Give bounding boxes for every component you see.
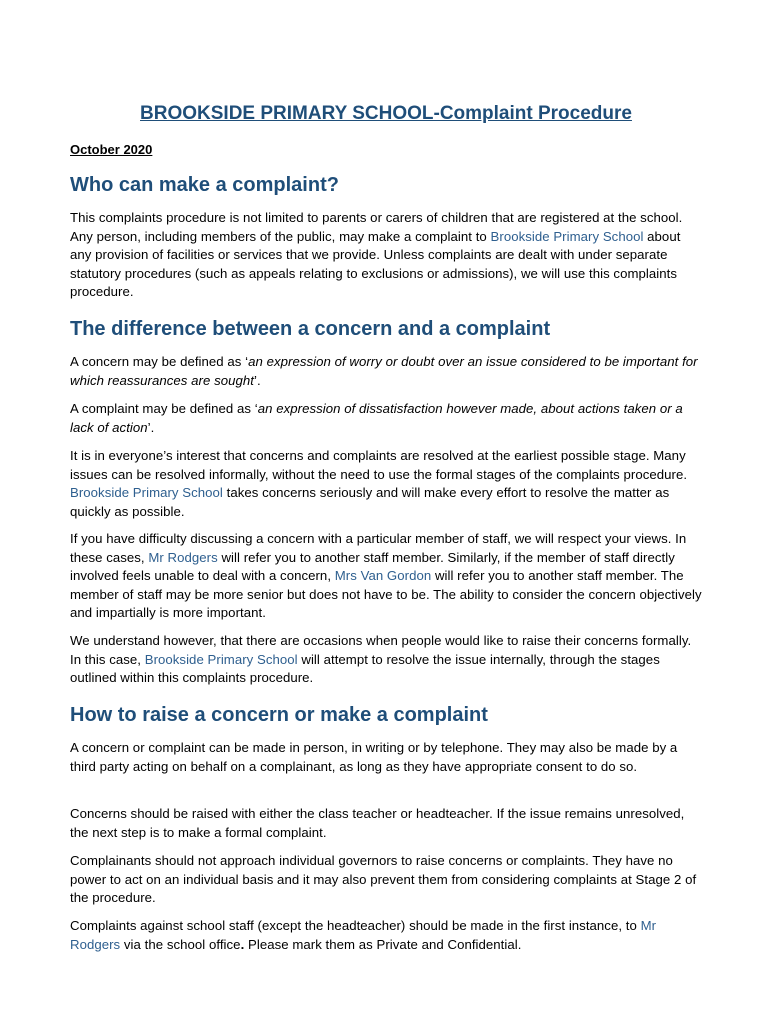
paragraph-staff-difficulty: If you have difficulty discussing a concern with a particular member of staff, we will respect your views. In these cases, Mr Rodgers will refer you to another staff member. Similarly, if the member of staff directly involved feels unable to deal with a concern, Mrs Van Gordon will refer you to another staff member. The member of staff may be more senior but does not have to be. The ability to consider the concern objectively and impartially is more important. <box>70 531 702 620</box>
staff-name-link: Mr Rodgers <box>148 549 218 565</box>
school-name-link: Brookside Primary School <box>144 651 298 667</box>
paragraph-complaint-definition: A complaint may be defined as ‘an expression of dissatisfaction however made, about actions taken or a lack of action’. <box>70 401 683 435</box>
document-title: BROOKSIDE PRIMARY SCHOOL-Complaint Procedure <box>140 103 632 124</box>
heading-concern-vs-complaint: The difference between a concern and a complaint <box>70 318 551 340</box>
document-date: October 2020 <box>70 142 153 157</box>
paragraph-resolve-early: It is in everyone’s interest that concerns and complaints are resolved at the earliest possible stage. Many issues can be resolved informally, without the need to use the formal stages of the complaints procedure. Brookside Primary School takes concerns seriously and will make every effort to resolve the matter as quickly as possible. <box>70 448 688 519</box>
heading-who-can-complain: Who can make a complaint? <box>70 174 339 196</box>
staff-name-link: Mrs Van Gordon <box>334 568 432 583</box>
paragraph-governors: Complainants should not approach individual governors to raise concerns or complaints. They have no power to act on an individual basis and it may also prevent them from considering complaints at Stage 2 of the procedure. <box>70 853 697 905</box>
staff-name-link: Mr Rodgers <box>70 918 657 952</box>
heading-how-to-raise: How to raise a concern or make a complaint <box>70 704 488 726</box>
paragraph-formal-concerns: We understand however, that there are occasions when people would like to raise their concerns formally. In this case, Brookside Primary School will attempt to resolve the issue internally, through the stages outlined within this complaints procedure. <box>70 633 692 685</box>
school-name-link: Brookside Primary School <box>490 228 644 244</box>
paragraph-who-can-complain: This complaints procedure is not limited to parents or carers of children that are registered at the school. Any person, including members of the public, may make a complaint to Brookside Primary School about any provision of facilities or services that we provide. Unless complaints are dealt with under separate statutory procedures (such as appeals relating to exclusions or admissions), we will use this complaints procedure. <box>70 210 683 299</box>
paragraph-concern-definition: A concern may be defined as ‘an expression of worry or doubt over an issue considered to be important for which reassurances are sought’. <box>70 354 698 388</box>
paragraph-staff-complaints: Complaints against school staff (except the headteacher) should be made in the first instance, to Mr Rodgers via the school office. Please mark them as Private and Confidential. <box>70 918 657 952</box>
paragraph-who-to-raise-with: Concerns should be raised with either the class teacher or headteacher. If the issue remains unresolved, the next step is to make a formal complaint. <box>70 806 685 840</box>
paragraph-ways-to-complain: A concern or complaint can be made in person, in writing or by telephone. They may also be made by a third party acting on behalf on a complainant, as long as they have appropriate consent to do so. <box>70 740 678 774</box>
school-name-link: Brookside Primary School <box>70 485 223 500</box>
